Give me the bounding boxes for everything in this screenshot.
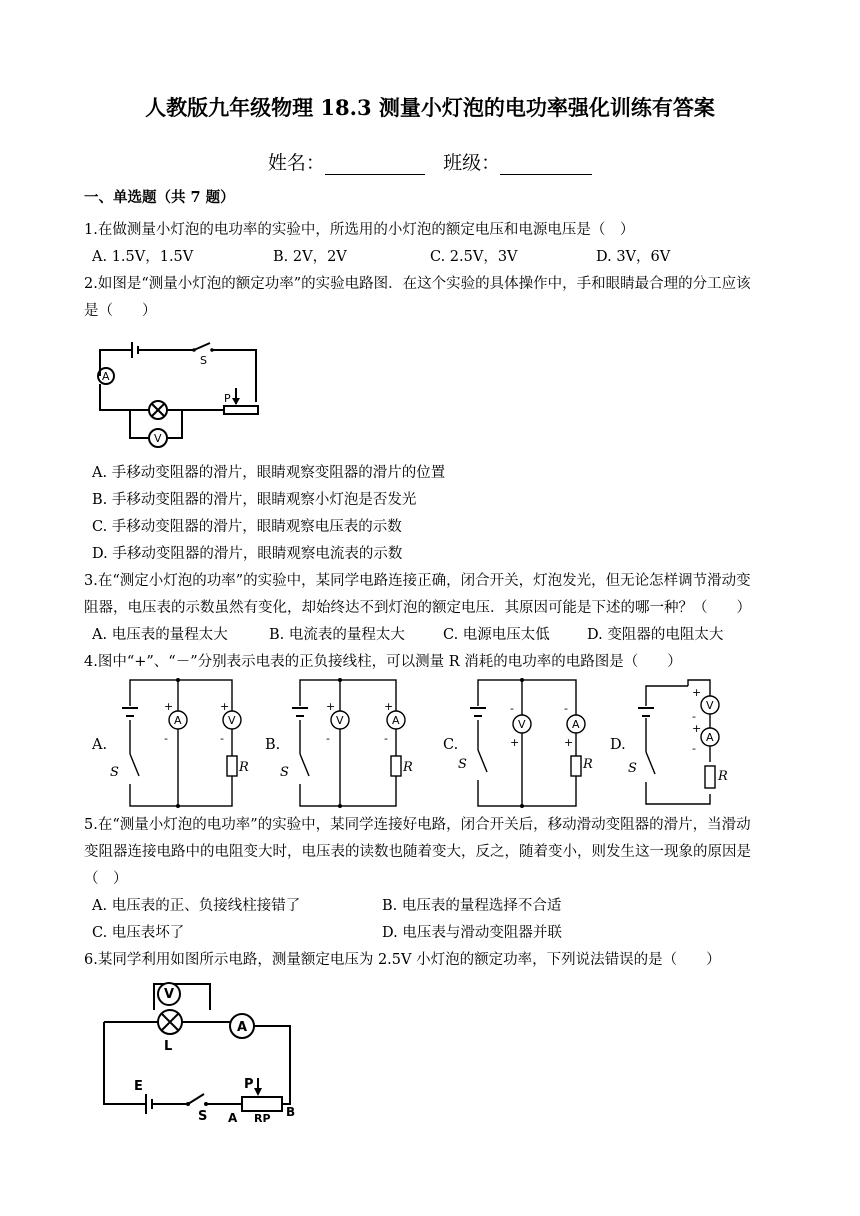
q6-circuit-diagram — [94, 982, 314, 1122]
q6-voltmeter-label: V — [164, 987, 175, 1002]
q5-option-c[interactable]: C. 电压表坏了 — [92, 925, 185, 941]
q4b-ammeter-label: A — [392, 714, 400, 727]
question-5-stem-line1: 5.在“测量小灯泡的电功率”的实验中，某同学连接好电路，闭合开关后，移动滑动变阻器的滑片，当滑动 — [84, 817, 751, 833]
q4b-voltmeter-label: V — [336, 714, 344, 727]
q6-ammeter-label: A — [237, 1020, 248, 1035]
q1-option-a[interactable]: A. 1.5V，1.5V — [92, 249, 194, 265]
q4a-ammeter-label: A — [174, 714, 182, 727]
q4-option-a-label[interactable]: A. — [92, 737, 108, 753]
q4c-plus-2: + — [564, 736, 574, 749]
q4-circuit-c — [456, 676, 606, 812]
q4d-voltmeter-label: V — [706, 699, 714, 712]
q2-slider-label: P — [224, 392, 231, 405]
q4a-plus-1: + — [164, 700, 174, 713]
q4-option-b-label[interactable]: B. — [265, 737, 281, 753]
q4b-switch-label: S — [280, 765, 289, 780]
q4d-resistor-label: R — [718, 769, 728, 784]
q4a-switch-label: S — [110, 765, 119, 780]
class-blank[interactable] — [500, 156, 592, 175]
q6-switch-label: S — [198, 1109, 208, 1122]
question-5-stem-line2: 变阻器连接电路中的电阻变大时，电压表的读数也随着变大，反之，随着变小，则发生这一现象的原因是 — [84, 844, 751, 860]
name-blank[interactable] — [325, 156, 425, 175]
q2-option-d[interactable]: D. 手移动变阻器的滑片，眼睛观察电流表的示数 — [92, 546, 403, 562]
q2-ammeter-label: A — [102, 370, 110, 383]
q6-rheostat-label: RP — [254, 1112, 271, 1122]
q2-option-c[interactable]: C. 手移动变阻器的滑片，眼睛观察电压表的示数 — [92, 519, 402, 535]
q4c-ammeter-label: A — [572, 718, 580, 731]
q5-option-d[interactable]: D. 电压表与滑动变阻器并联 — [382, 925, 562, 941]
q4-circuit-d — [624, 676, 734, 812]
question-6-stem: 6.某同学利用如图所示电路，测量额定电压为 2.5V 小灯泡的额定功率，下列说法错误的是（ ） — [84, 952, 721, 968]
q4b-minus-2: - — [384, 732, 388, 745]
q6-end-b-label: B — [286, 1105, 296, 1119]
q4b-resistor-label: R — [403, 760, 413, 775]
q4d-switch-label: S — [628, 761, 637, 776]
q4d-plus-1: + — [692, 686, 702, 699]
q2-rheostat — [224, 406, 258, 414]
q2-voltmeter-label: V — [154, 432, 162, 445]
q4b-minus-1: - — [326, 732, 330, 745]
q4d-ammeter-label: A — [706, 731, 714, 744]
name-label: 姓名： — [267, 152, 325, 174]
q2-option-b[interactable]: B. 手移动变阻器的滑片，眼睛观察小灯泡是否发光 — [92, 492, 417, 508]
q2-option-a[interactable]: A. 手移动变阻器的滑片，眼睛观察变阻器的滑片的位置 — [92, 465, 446, 481]
q4a-plus-2: + — [220, 700, 230, 713]
q4d-minus-1: - — [692, 710, 696, 723]
q4a-minus-2: - — [220, 732, 224, 745]
q4c-minus-1: - — [510, 702, 514, 715]
q4c-voltmeter-label: V — [518, 718, 526, 731]
q4a-resistor-label: R — [239, 760, 249, 775]
q6-end-a-label: A — [228, 1111, 238, 1122]
q6-battery-label: E — [134, 1079, 143, 1094]
q4a-minus-1: - — [164, 732, 168, 745]
q3-option-d[interactable]: D. 变阻器的电阻太大 — [587, 627, 724, 643]
question-4-stem: 4.图中“+”、“－”分别表示电表的正负接线柱，可以测量 R 消耗的电功率的电路图是（ ） — [84, 654, 682, 670]
page-title: 人教版九年级物理 18.3 测量小灯泡的电功率强化训练有答案 — [145, 95, 715, 120]
class-label: 班级： — [443, 152, 501, 174]
q6-rheostat — [242, 1097, 282, 1111]
q4d-plus-2: + — [692, 722, 702, 735]
q4-option-c-label[interactable]: C. — [443, 737, 459, 753]
q4-circuit-a — [108, 676, 258, 812]
q3-option-b[interactable]: B. 电流表的量程太大 — [269, 627, 405, 643]
question-1-stem: 1.在做测量小灯泡的电功率的实验中，所选用的小灯泡的额定电压和电源电压是（ ） — [84, 222, 635, 238]
q6-slider-label: P — [244, 1077, 254, 1092]
q4c-resistor-label: R — [583, 757, 593, 772]
q1-option-d[interactable]: D. 3V，6V — [596, 249, 671, 265]
q1-option-b[interactable]: B. 2V，2V — [273, 249, 347, 265]
question-3-stem-line1: 3.在“测定小灯泡的功率”的实验中，某同学电路连接正确，闭合开关，灯泡发光，但无论怎样调节滑动变 — [84, 573, 751, 589]
question-5-stem-line3: （ ） — [84, 871, 128, 887]
section-heading: 一、单选题（共 7 题） — [84, 189, 235, 206]
q5-option-b[interactable]: B. 电压表的量程选择不合适 — [382, 898, 562, 914]
q3-option-a[interactable]: A. 电压表的量程太大 — [92, 627, 228, 643]
q2-switch-label: S — [200, 354, 207, 367]
q4c-plus-1: + — [510, 736, 520, 749]
q4-circuit-b — [278, 676, 428, 812]
q3-option-c[interactable]: C. 电源电压太低 — [443, 627, 550, 643]
q4c-switch-label: S — [458, 757, 467, 772]
q4-option-d-label[interactable]: D. — [610, 737, 626, 753]
q2-circuit-diagram — [86, 340, 276, 450]
q4a-voltmeter-label: V — [228, 714, 236, 727]
name-class-line — [0, 148, 860, 175]
question-2-stem-line2: 是（ ） — [84, 303, 157, 319]
q4c-minus-2: - — [564, 702, 568, 715]
q4b-plus-1: + — [326, 700, 336, 713]
q1-option-c[interactable]: C. 2.5V，3V — [430, 249, 518, 265]
question-2-stem-line1: 2.如图是“测量小灯泡的额定功率”的实验电路图．在这个实验的具体操作中，手和眼睛最合理的分工应该 — [84, 276, 751, 292]
q4b-plus-2: + — [384, 700, 394, 713]
question-3-stem-line2: 阻器，电压表的示数虽然有变化，却始终达不到灯泡的额定电压．其原因可能是下述的哪一种？（ ） — [84, 600, 751, 616]
q6-lamp-label: L — [164, 1039, 173, 1054]
q5-option-a[interactable]: A. 电压表的正、负接线柱接错了 — [92, 898, 301, 914]
q4d-minus-2: - — [692, 742, 696, 755]
